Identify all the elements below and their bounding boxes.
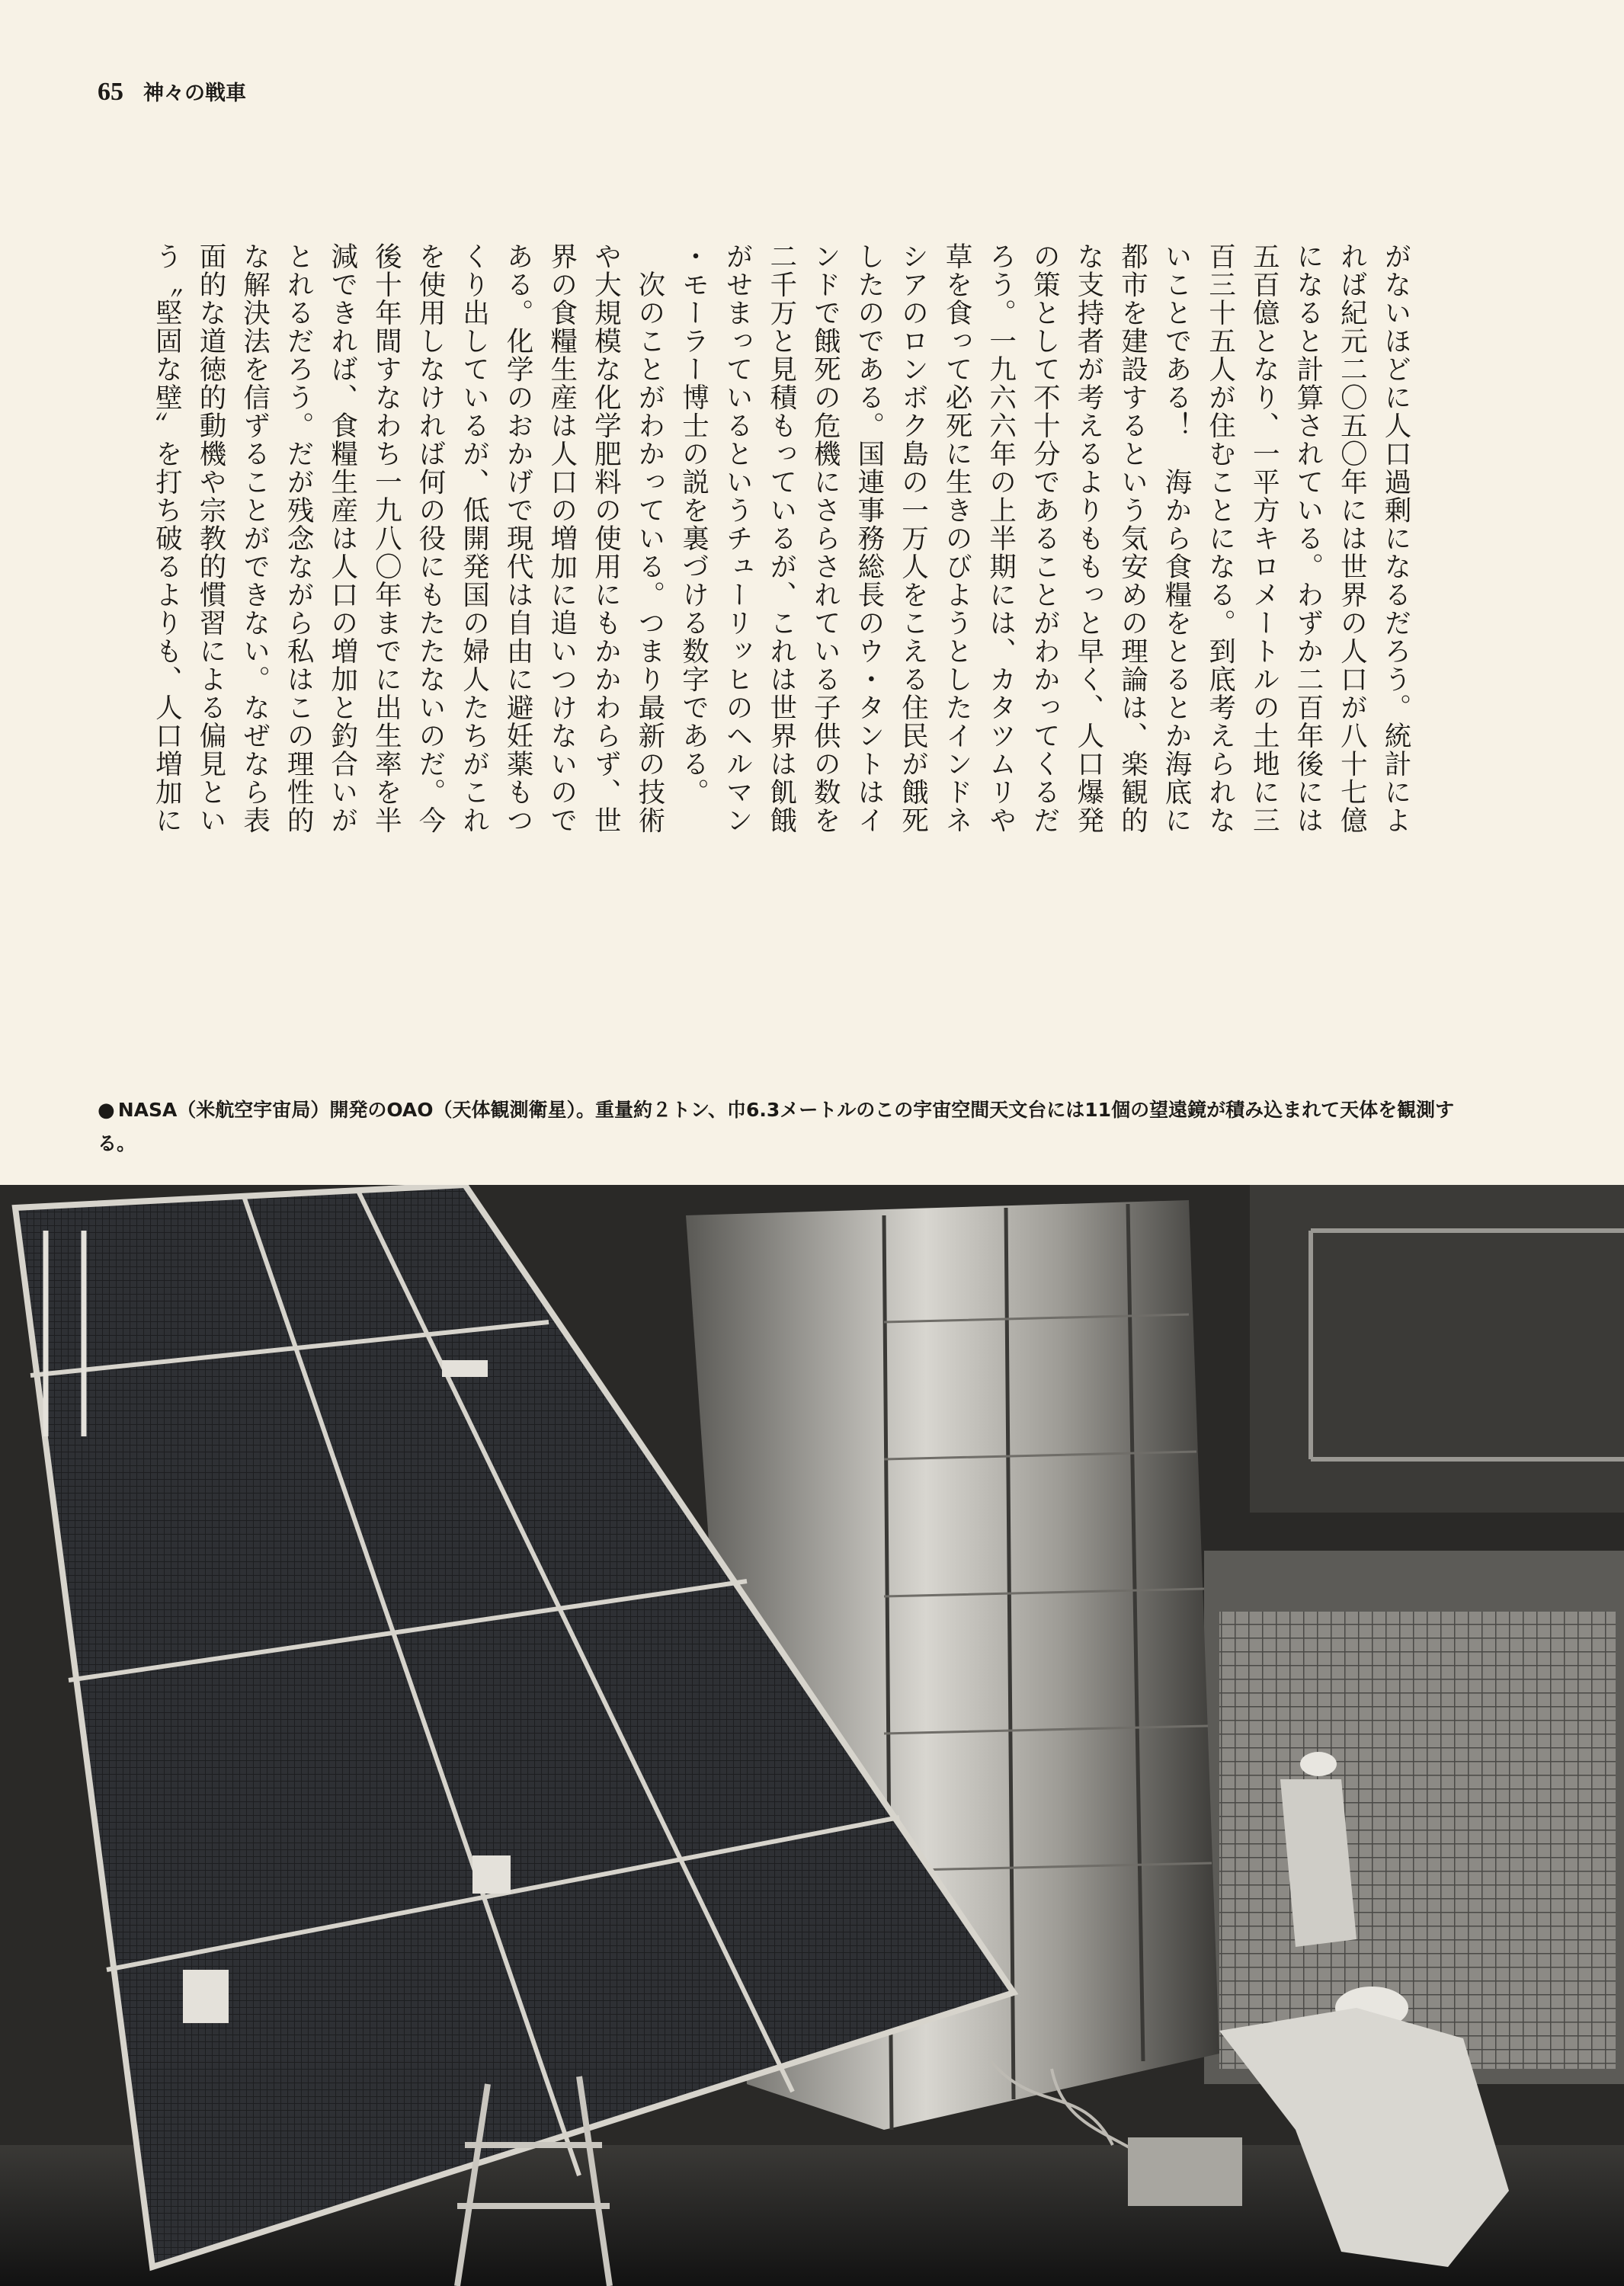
text-column: を使用しなければ何の役にもたたないのだ。今 bbox=[414, 242, 446, 834]
text-column: いことである！ 海から食糧をとるとか海底に bbox=[1161, 242, 1193, 834]
text-column: の策として不十分であることがわかってくるだ bbox=[1029, 242, 1061, 834]
text-column: 面的な道徳的動機や宗教的慣習による偏見とい bbox=[194, 242, 226, 834]
body-text bbox=[95, 242, 1417, 890]
photo-caption bbox=[98, 1093, 1469, 1161]
text-column: う〝堅固な壁〟を打ち破るよりも、人口増加に bbox=[151, 242, 183, 834]
text-column: したのである。国連事務総長のウ・タントはイ bbox=[853, 242, 885, 834]
text-column: や大規模な化学肥料の使用にもかかわらず、世 bbox=[590, 242, 622, 834]
text-column: な解決法を信ずることができない。なぜなら表 bbox=[239, 242, 271, 834]
caption-text: NASA（米航空宇宙局）開発のOAO（天体観測衛星）。重量約２トン、巾6.3メートルのこの宇宙空間天文台には11個の望遠鏡が積み込まれて天体を観測する。 bbox=[98, 1099, 1455, 1154]
caption-bullet: ● bbox=[98, 1099, 115, 1122]
text-column: ンドで餓死の危機にさらされている子供の数を bbox=[809, 242, 841, 834]
text-column: になると計算されている。わずか二百年後には bbox=[1292, 242, 1324, 834]
satellite-photo bbox=[0, 1185, 1624, 2286]
text-column: シアのロンボク島の一万人をこえる住民が餓死 bbox=[897, 242, 929, 834]
text-column: がせまっているというチューリッヒのヘルマン bbox=[722, 242, 754, 834]
text-column: 百三十五人が住むことになる。到底考えられな bbox=[1204, 242, 1236, 834]
page-header bbox=[98, 76, 246, 107]
text-column: 界の食糧生産は人口の増加に追いつけないので bbox=[546, 242, 578, 834]
text-column: ろう。一九六六年の上半期には、カタツムリや bbox=[985, 242, 1017, 834]
text-column: 二千万と見積もっているが、これは世界は飢餓 bbox=[765, 242, 797, 834]
text-column: くり出しているが、低開発国の婦人たちがこれ bbox=[458, 242, 490, 834]
text-column: 都市を建設するという気安めの理論は、楽観的 bbox=[1116, 242, 1148, 834]
text-column: 草を食って必死に生きのびようとしたインドネ bbox=[941, 242, 973, 834]
text-column: とれるだろう。だが残念ながら私はこの理性的 bbox=[283, 242, 315, 834]
text-column: れば紀元二〇五〇年には世界の人口が八十七億 bbox=[1336, 242, 1368, 834]
text-column: 後十年間すなわち一九八〇年までに出生率を半 bbox=[370, 242, 402, 834]
text-column: 次のことがわかっている。つまり最新の技術 bbox=[633, 242, 665, 834]
running-title: 神々の戦車 bbox=[143, 82, 246, 105]
text-column: がないほどに人口過剰になるだろう。統計によ bbox=[1380, 242, 1411, 834]
text-column: な支持者が考えるよりももっと早く、人口爆発 bbox=[1072, 242, 1104, 834]
text-column: ある。化学のおかげで現代は自由に避妊薬もつ bbox=[502, 242, 534, 834]
page-number: 65 bbox=[98, 78, 123, 106]
text-column: ・モーラー博士の説を裏づける数字である。 bbox=[677, 242, 709, 806]
text-column: 五百億となり、一平方キロメートルの土地に三 bbox=[1248, 242, 1280, 834]
text-column: 減できれば、食糧生産は人口の増加と釣合いが bbox=[326, 242, 358, 834]
